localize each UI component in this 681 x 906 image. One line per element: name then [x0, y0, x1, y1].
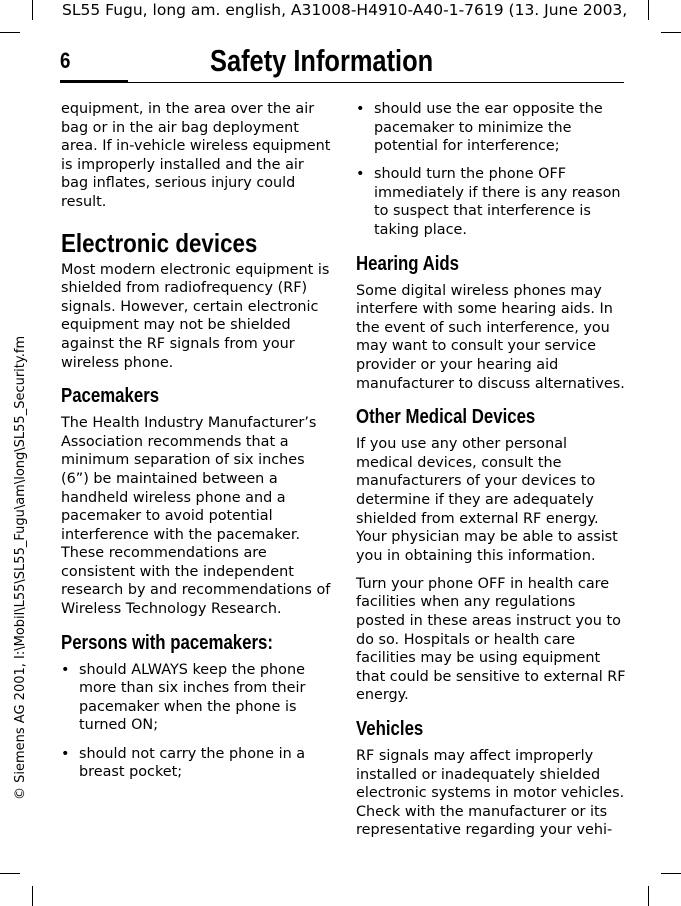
pacemaker-bullet-list-continued	[356, 100, 628, 240]
list-item: • should not carry the phone in a breast pocket;	[61, 745, 333, 782]
list-item: • should turn the phone OFF immediately if there is any reason to suspect that interference is taking place.	[356, 165, 628, 239]
crop-mark	[32, 0, 33, 20]
right-column	[356, 100, 628, 850]
page-number-rule	[60, 80, 128, 83]
health-care-facilities-paragraph: Turn your phone OFF in health care facilities when any regulations posted in these areas instruct you to do so. Hospitals or health care facilities may be using equipment that could be sensitive to external RF energy.	[356, 575, 626, 704]
crop-mark	[0, 32, 20, 33]
electronic-devices-paragraph: Most modern electronic equipment is shielded from radiofrequency (RF) signals. However, certain electronic equipment may not be shielded against the RF signals from your wireless phone.	[61, 261, 330, 371]
hearing-aids-paragraph: Some digital wireless phones may interfere with some hearing aids. In the event of such interference, you may want to consult your service provider or your hearing aid manufacturer to discuss alternatives.	[356, 282, 625, 392]
persons-with-pacemakers-heading: Persons with pacemakers:	[61, 631, 273, 654]
side-file-path: © Siemens AG 2001, I:\Mobil\L55\SL55_Fugu\am\long\SL55_Security.fm	[13, 335, 28, 800]
vehicles-heading: Vehicles	[356, 718, 424, 741]
left-column	[61, 100, 333, 791]
other-medical-devices-paragraph: If you use any other personal medical devices, consult the manufacturers of your devices to determine if they are adequately shielded from external RF energy. Your physician may be able to assist you in obtaining this information.	[356, 436, 618, 564]
title-rule	[128, 82, 624, 83]
page-title: Safety Information	[210, 43, 434, 78]
crop-mark	[661, 873, 681, 874]
crop-mark	[0, 873, 20, 874]
crop-mark	[661, 32, 681, 33]
vehicles-paragraph: RF signals may affect improperly installed or inadequately shielded electronic systems in motor vehicles. Check with the manufacturer or its representative regarding your vehi-	[356, 748, 625, 839]
running-header: SL55 Fugu, long am. english, A31008-H4910-A40-1-7619 (13. June 2003,	[62, 1, 628, 19]
electronic-devices-heading: Electronic devices	[61, 227, 258, 258]
other-medical-devices-heading: Other Medical Devices	[356, 406, 536, 429]
page-number: 6	[60, 48, 71, 73]
list-item: • should use the ear opposite the pacemaker to minimize the potential for interference;	[356, 100, 628, 156]
intro-paragraph: equipment, in the area over the air bag or in the air bag deployment area. If in-vehicle wireless equipment is improperly installed and the air bag inflates, serious injury could result.	[61, 101, 331, 210]
crop-mark	[32, 886, 33, 906]
hearing-aids-heading: Hearing Aids	[356, 252, 460, 275]
list-item: • should ALWAYS keep the phone more than six inches from their pacemaker when the phone is turned ON;	[61, 661, 333, 735]
pacemakers-heading: Pacemakers	[61, 385, 160, 408]
crop-mark	[648, 886, 649, 906]
pacemaker-bullet-list	[61, 661, 333, 782]
pacemakers-paragraph: The Health Industry Manufacturer’s Association recommends that a minimum separation of six inches (6”) be maintained between a handheld wireless phone and a pacemaker to avoid potential interference with the pacemaker. These recommendations are consistent with the independent research by and recommendations of Wireless Technology Research.	[61, 415, 331, 618]
